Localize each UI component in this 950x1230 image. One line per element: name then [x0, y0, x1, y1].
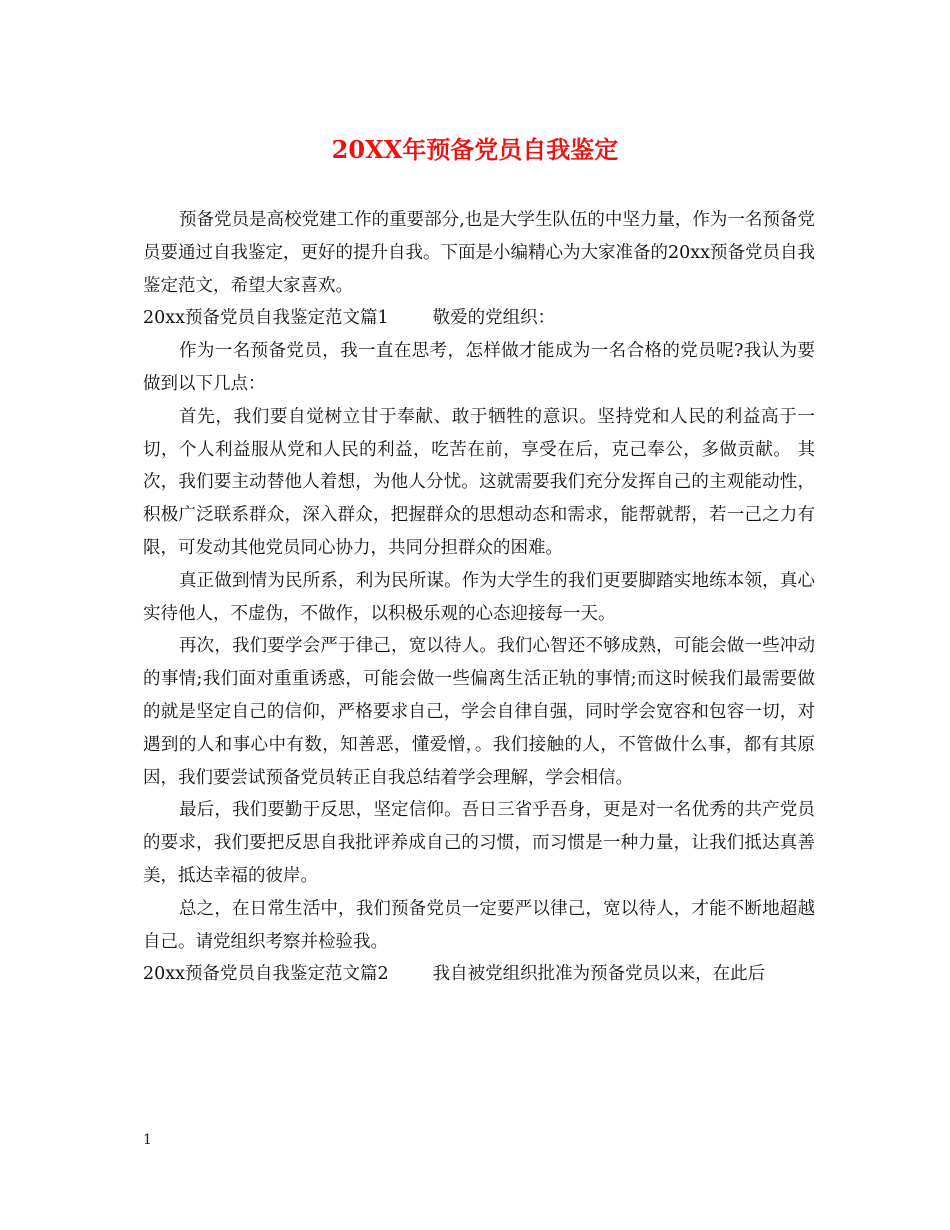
document-body	[143, 204, 815, 991]
paragraph-4: 再次，我们要学会严于律己，宽以待人。我们心智还不够成熟，可能会做一些冲动的事情;我们面对重重诱惑，可能会做一些偏离生活正轨的事情;而这时候我们最需要做的就是坚定自己的信仰，严格要求自己，学会自律自强，同时学会宽容和包容一切，对遇到的人和事心中有数，知善恶，懂爱憎，。我们接触的人，不管做什么事，都有其原因，我们要尝试预备党员转正自我总结着学会理解，学会相信。	[143, 636, 815, 788]
section-2-start: 我自被党组织批准为预备党员以来，在此后	[432, 964, 766, 985]
document-title: 20XX年预备党员自我鉴定	[331, 135, 619, 164]
paragraph-5: 最后，我们要勤于反思，坚定信仰。吾日三省乎吾身，更是对一名优秀的共产党员的要求，我们要把反思自我批评养成自己的习惯，而习惯是一种力量，让我们抵达真善美，抵达幸福的彼岸。	[143, 800, 815, 886]
paragraph-2: 首先，我们要自觉树立甘于奉献、敢于牺牲的意识。坚持党和人民的利益高于一切，个人利益服从党和人民的利益，吃苦在前，享受在后，克己奉公，多做贡献。 其次，我们要主动替他人着想，为他人分忧。这就需要我们充分发挥自己的主观能动性，积极广泛联系群众，深入群众，把握群众的思想动态和需求，能帮就帮，若一己之力有限，可发动其他党员同心协力，共同分担群众的困难。	[143, 406, 815, 558]
section-2-heading: 20xx预备党员自我鉴定范文篇2	[143, 964, 389, 985]
section-1-heading: 20xx预备党员自我鉴定范文篇1	[143, 308, 389, 329]
section-1-heading-line	[143, 302, 815, 335]
paragraph-3: 真正做到情为民所系，利为民所谋。作为大学生的我们更要脚踏实地练本领，真心实待他人，不虚伪，不做作，以积极乐观的心态迎接每一天。	[143, 570, 815, 624]
section-2-heading-line	[143, 958, 815, 991]
paragraph-6: 总之，在日常生活中，我们预备党员一定要严以律己，宽以待人，才能不断地超越自己。请党组织考察并检验我。	[143, 898, 815, 952]
paragraph-1: 作为一名预备党员，我一直在思考，怎样做才能成为一名合格的党员呢?我认为要做到以下几点：	[143, 341, 815, 394]
intro-paragraph: 预备党员是高校党建工作的重要部分,也是大学生队伍的中坚力量，作为一名预备党员要通过自我鉴定，更好的提升自我。下面是小编精心为大家准备的20xx预备党员自我鉴定范文，希望大家喜欢。	[143, 210, 816, 296]
page-number: 1	[143, 1132, 152, 1148]
section-1-salutation: 敬爱的党组织：	[432, 308, 556, 329]
